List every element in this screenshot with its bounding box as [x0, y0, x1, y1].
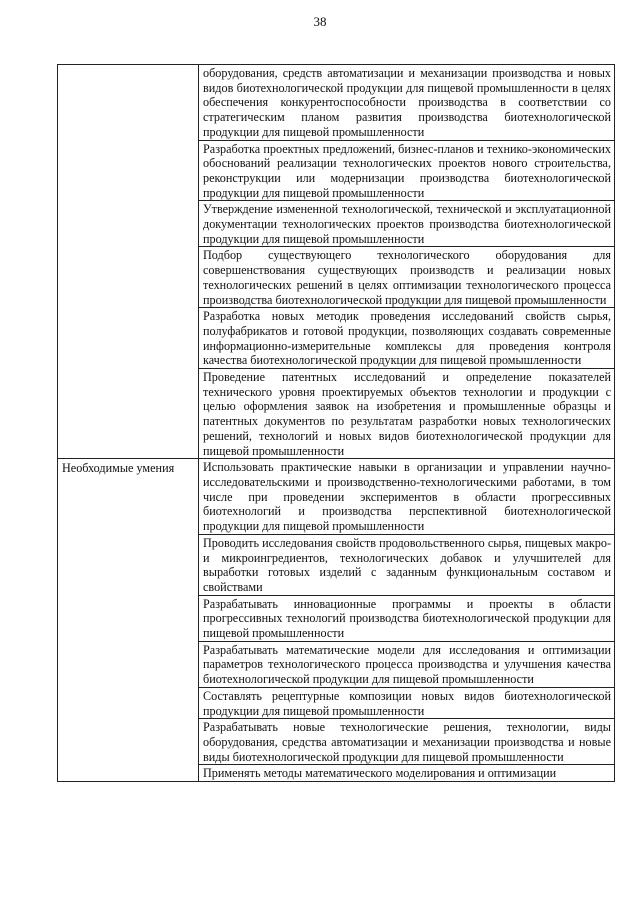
table-cell: Применять методы математического моделирования и оптимизации	[199, 765, 615, 782]
table-cell: оборудования, средств автоматизации и механизации производства и новых видов биотехнологической продукции для пищевой промышленности в целях обеспечения конкурентоспособности производства в соответствии со стратегическим планом развития производства биотехнологической продукции для пищевой промышленности	[199, 65, 615, 141]
table-cell: Проводить исследования свойств продовольственного сырья, пищевых макро- и микроингредиентов, технологических добавок и улучшителей для выработки готовых изделий с заданным функциональным составом и свойствами	[199, 534, 615, 595]
page-number: 38	[313, 14, 327, 29]
table-cell: Разработка проектных предложений, бизнес-планов и технико-экономических обоснований реализации технологических проектов нового строительства, реконструкции или модернизации производства биотехнологической продукции для пищевой промышленности	[199, 140, 615, 201]
table-cell: Разрабатывать инновационные программы и проекты в области прогрессивных технологий производства биотехнологической продукции для пищевой промышленности	[199, 595, 615, 641]
table-cell: Составлять рецептурные композиции новых видов биотехнологической продукции для пищевой промышленности	[199, 687, 615, 718]
row-label-necessary-skills: Необходимые умения	[58, 459, 199, 782]
table-cell: Подбор существующего технологического оборудования для совершенствования существующих производств и реализации новых технологических решений в целях оптимизации технологического процесса производства биотехнологической продукции для пищевой промышленности	[199, 247, 615, 308]
row-label	[58, 65, 199, 459]
table-cell: Утверждение измененной технологической, технической и эксплуатационной документации технологических проектов производства биотехнологической продукции для пищевой промышленности	[199, 201, 615, 247]
table-cell: Использовать практические навыки в организации и управлении научно-исследовательскими и производственно-технологическими работами, в том числе при проведении экспериментов в области прогрессивных биотехнологий и производства перспективной биотехнологической продукции для пищевой промышленности	[199, 459, 615, 535]
table-cell: Разрабатывать новые технологические решения, технологии, виды оборудования, средства автоматизации и механизации производства и новые виды биотехнологической продукции для пищевой промышленности	[199, 719, 615, 765]
table-row	[58, 459, 615, 535]
table-cell: Проведение патентных исследований и определение показателей технического уровня проектируемых объектов технологии и продукции с целью оформления заявок на изобретения и промышленные образцы и патентных документов по результатам разработки новых технологических решений, технологий и новых видов биотехнологической продукции для пищевой промышленности	[199, 369, 615, 459]
table-cell: Разрабатывать математические модели для исследования и оптимизации параметров технологического процесса производства и улучшения качества биотехнологической продукции для пищевой промышленности	[199, 641, 615, 687]
competency-table	[57, 64, 615, 782]
table-row	[58, 65, 615, 141]
table-cell: Разработка новых методик проведения исследований свойств сырья, полуфабрикатов и готовой продукции, позволяющих создавать современные информационно-измерительные комплексы для проведения контроля качества биотехнологической продукции для пищевой промышленности	[199, 308, 615, 369]
